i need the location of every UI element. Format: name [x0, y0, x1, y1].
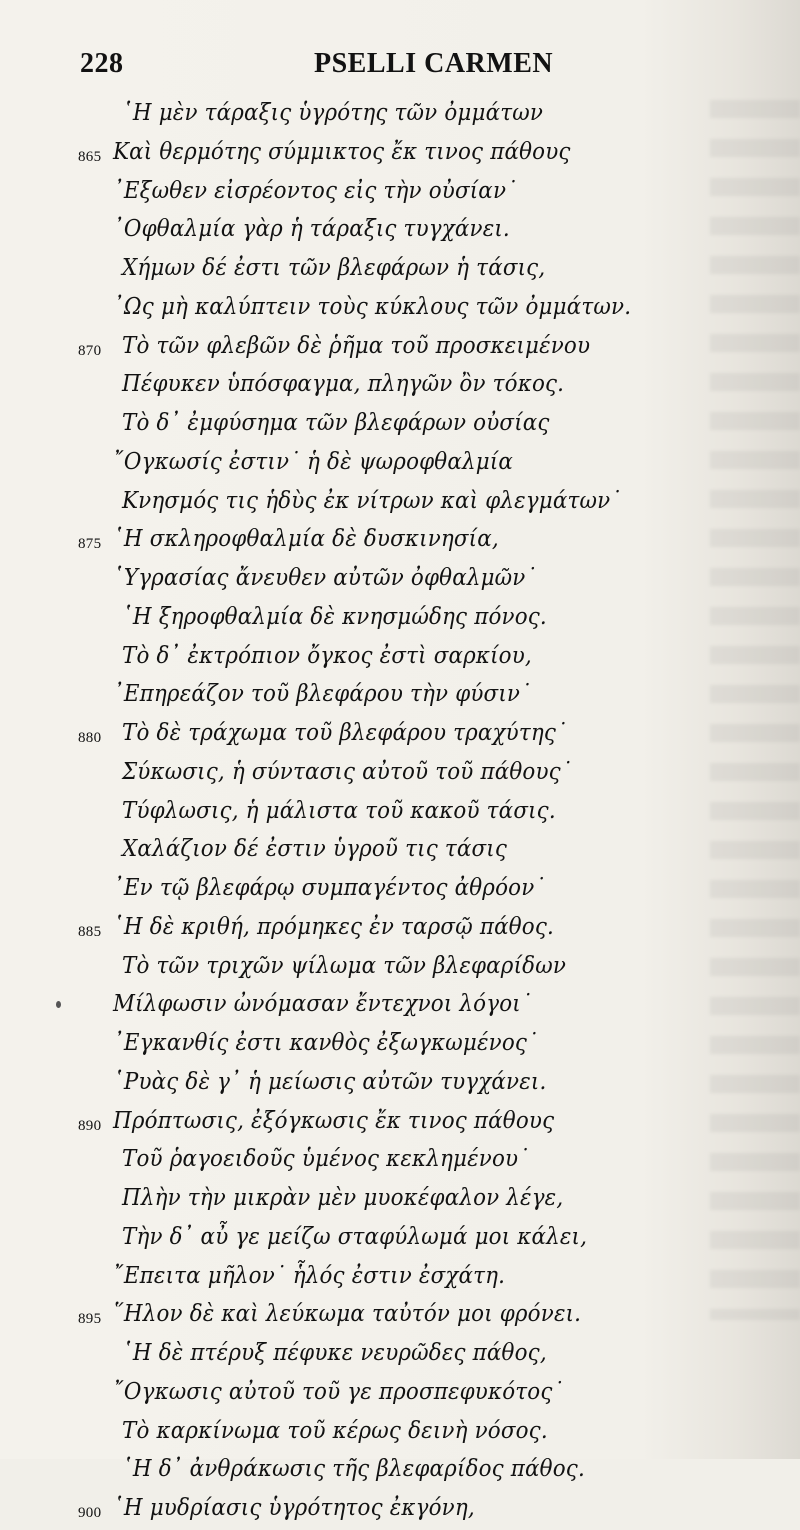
verse-line — [0, 600, 800, 639]
verse-line — [0, 1336, 800, 1375]
verse-line — [0, 1065, 800, 1104]
verse-text: Κνησμός τις ἡδὺς ἐκ νίτρων καὶ φλεγμάτων˙ — [122, 487, 622, 514]
verse-text: Χήμων δέ ἐστι τῶν βλεφάρων ἡ τάσις, — [122, 255, 546, 281]
verse-text: ῞Ηλον δὲ καὶ λεύκωμα ταὐτόν μοι φρόνει. — [113, 1301, 582, 1328]
verse-line — [0, 367, 800, 406]
verse-text: ᾽Εν τῷ βλεφάρῳ συμπαγέντος ἀθρόον˙ — [113, 875, 546, 901]
verse-text: ᾽Οφθαλμία γὰρ ἡ τάραξις τυγχάνει. — [113, 216, 510, 243]
verse-text: ῎Ογκωσις αὐτοῦ τοῦ γε προσπεφυκότος˙ — [113, 1378, 564, 1405]
verse-line — [0, 1181, 800, 1220]
verse-line — [0, 832, 800, 871]
verse-line — [0, 1414, 800, 1453]
verse-line — [0, 1026, 800, 1065]
verse-text: ῾Η δὲ πτέρυξ πέφυκε νευρῶδες πάθος, — [122, 1340, 547, 1366]
verse-line — [0, 1142, 800, 1181]
page-number: 228 — [80, 48, 124, 79]
verse-line — [0, 212, 800, 251]
verse-text: Πέφυκεν ὑπόσφαγμα, πληγῶν ὂν τόκος. — [122, 371, 565, 398]
verse-list — [0, 96, 800, 1530]
verse-text: Τὸ δὲ τράχωμα τοῦ βλεφάρου τραχύτης˙ — [122, 720, 567, 746]
verse-line — [0, 1297, 800, 1336]
verse-text: Τὸ καρκίνωμα τοῦ κέρως δεινὴ νόσος. — [122, 1417, 548, 1444]
verse-text: ῎Ογκωσίς ἐστιν˙ ἡ δὲ ψωροφθαλμία — [113, 448, 514, 475]
verse-text: ῎Επειτα μῆλον˙ ἧλός ἐστιν ἐσχάτη. — [113, 1262, 506, 1289]
line-number: 870 — [78, 342, 102, 359]
line-number: 885 — [78, 923, 102, 940]
verse-text: Μίλφωσιν ὠνόμασαν ἔντεχνοι λόγοι˙ — [113, 991, 532, 1018]
verse-text: ᾽Εξωθεν εἰσρέοντος εἰς τὴν οὐσίαν˙ — [113, 177, 518, 204]
line-number: 890 — [78, 1117, 102, 1134]
verse-line — [0, 251, 800, 290]
line-number: 900 — [78, 1505, 102, 1521]
page-header — [0, 48, 800, 88]
verse-text: Πλὴν τὴν μικρὰν μὲν μυοκέφαλον λέγε, — [122, 1185, 564, 1211]
running-head: PSELLI CARMEN — [314, 48, 554, 79]
verse-text: Χαλάζιον δέ ἐστιν ὑγροῦ τις τάσις — [122, 836, 508, 863]
verse-line — [0, 1220, 800, 1259]
verse-line — [0, 987, 800, 1026]
verse-text: Τὸ δ᾽ ἐμφύσημα τῶν βλεφάρων οὐσίας — [122, 410, 550, 436]
verse-text: Τὸ δ᾽ ἐκτρόπιον ὄγκος ἐστὶ σαρκίου, — [122, 642, 532, 669]
verse-text: Τύφλωσις, ἡ μάλιστα τοῦ κακοῦ τάσις. — [122, 797, 556, 824]
verse-line — [0, 794, 800, 833]
verse-line — [0, 445, 800, 484]
verse-line — [0, 1375, 800, 1414]
verse-line — [0, 522, 800, 561]
verse-line — [0, 484, 800, 523]
verse-line — [0, 716, 800, 755]
verse-text: ῾Ρυὰς δὲ γ᾽ ἡ μείωσις αὐτῶν τυγχάνει. — [113, 1068, 547, 1095]
verse-line — [0, 871, 800, 910]
verse-line — [0, 406, 800, 445]
verse-line — [0, 1259, 800, 1298]
verse-text: ῾Η ξηροφθαλμία δὲ κνησμώδης πόνος. — [122, 603, 547, 630]
line-number: 895 — [78, 1311, 102, 1328]
verse-line — [0, 329, 800, 368]
verse-text: Τοῦ ῥαγοειδοῦς ὑμένος κεκλημένου˙ — [122, 1146, 530, 1173]
verse-text: ῾Η δ᾽ ἀνθράκωσις τῆς βλεφαρίδος πάθος. — [122, 1456, 585, 1483]
verse-text: ῾Η δὲ κριθή, πρόμηκες ἐν ταρσῷ πάθος. — [113, 913, 554, 940]
verse-text: ῾Υγρασίας ἄνευθεν αὐτῶν ὀφθαλμῶν˙ — [113, 565, 537, 591]
verse-line — [0, 1491, 800, 1530]
verse-line — [0, 174, 800, 213]
verse-text: Σύκωσις, ἡ σύντασις αὐτοῦ τοῦ πάθους˙ — [122, 758, 572, 785]
verse-text: Καὶ θερμότης σύμμικτος ἔκ τινος πάθους — [113, 138, 571, 165]
verse-line — [0, 755, 800, 794]
verse-line — [0, 290, 800, 329]
verse-line — [0, 949, 800, 988]
verse-text: Τὸ τῶν φλεβῶν δὲ ῥῆμα τοῦ προσκειμένου — [122, 332, 591, 359]
line-number: 865 — [78, 148, 102, 165]
verse-line — [0, 677, 800, 716]
verse-line — [0, 561, 800, 600]
verse-text: Τὴν δ᾽ αὖ γε μείζω σταφύλωμά μοι κάλει, — [122, 1223, 588, 1250]
verse-line — [0, 1452, 800, 1491]
verse-text: ῾Η μυδρίασις ὑγρότητος ἐκγόνη, — [113, 1495, 475, 1521]
verse-text: ᾽Επηρεάζον τοῦ βλεφάρου τὴν φύσιν˙ — [113, 681, 531, 708]
verse-line — [0, 910, 800, 949]
verse-text: ῾Η μὲν τάραξις ὑγρότης τῶν ὀμμάτων — [122, 100, 544, 126]
verse-line — [0, 135, 800, 174]
margin-mark — [56, 1001, 61, 1008]
verse-text: ᾽Εγκανθίς ἐστι κανθὸς ἐξωγκωμένος˙ — [113, 1030, 538, 1056]
verse-text: ῾Η σκληροφθαλμία δὲ δυσκινησία, — [113, 526, 499, 553]
verse-line — [0, 96, 800, 135]
verse-text: Τὸ τῶν τριχῶν ψίλωμα τῶν βλεφαρίδων — [122, 952, 567, 979]
line-number: 880 — [78, 730, 102, 746]
line-number: 875 — [78, 536, 102, 553]
verse-line — [0, 1104, 800, 1143]
verse-text: Πρόπτωσις, ἐξόγκωσις ἔκ τινος πάθους — [113, 1107, 555, 1134]
verse-text: ᾽Ως μὴ καλύπτειν τοὺς κύκλους τῶν ὀμμάτων. — [113, 293, 632, 320]
verse-line — [0, 639, 800, 678]
